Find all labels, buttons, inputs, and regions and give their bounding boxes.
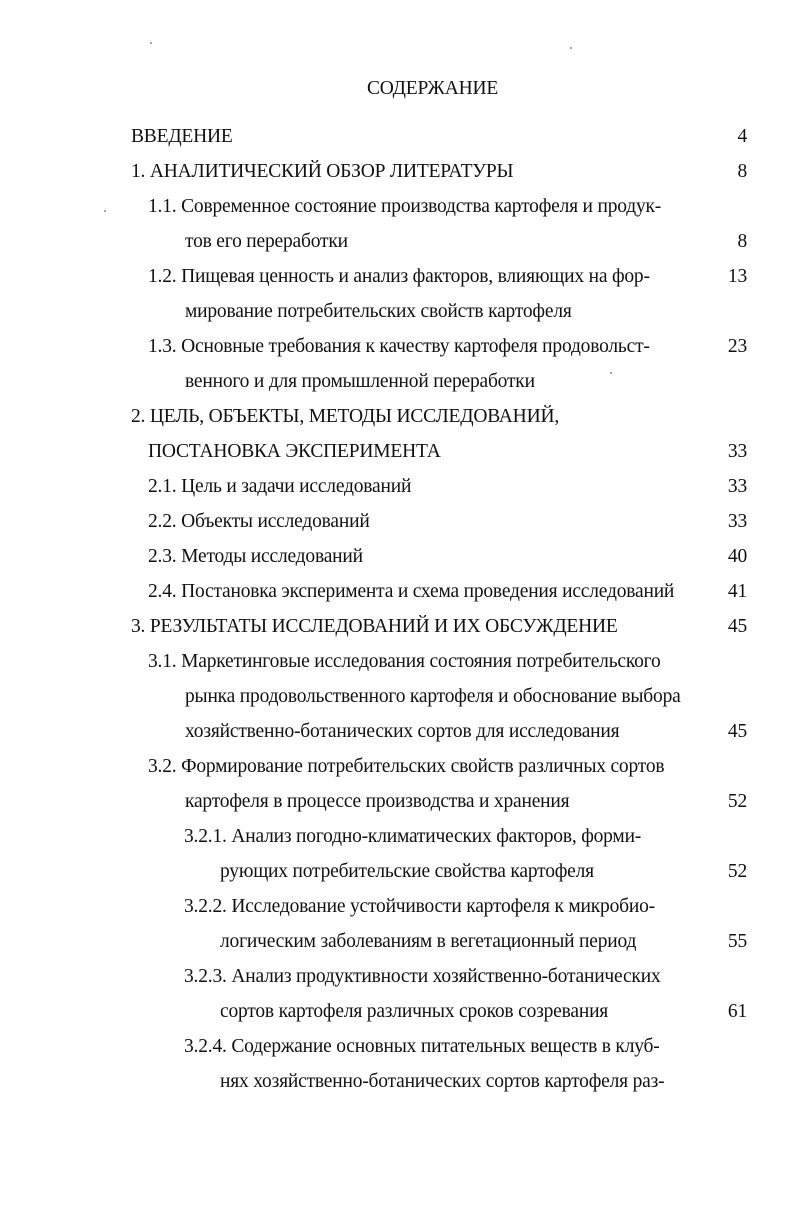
toc-entry-2-2: 2.2. Объекты исследований (148, 511, 370, 532)
toc-entry-3-2-2-cont: логическим заболеваниям в вегетационный период (220, 931, 637, 952)
toc-page-number: 13 (727, 266, 747, 287)
toc-page-number: 4 (737, 126, 747, 147)
toc-entry-3-2-4: 3.2.4. Содержание основных питательных веществ в клуб- (184, 1036, 660, 1057)
toc-page-number: 61 (727, 1001, 747, 1022)
scan-speck (570, 47, 572, 49)
toc-entry-1-1: 1.1. Современное состояние производства картофеля и продук- (148, 196, 662, 217)
toc-entry-3-2-4-cont: нях хозяйственно-ботанических сортов картофеля раз- (220, 1071, 665, 1092)
toc-page-number: 41 (727, 581, 747, 602)
toc-entry-1-3-cont: венного и для промышленной переработки (185, 371, 535, 392)
toc-entry-1-3: 1.3. Основные требования к качеству картофеля продовольст- (148, 336, 650, 357)
toc-page-number: 45 (727, 616, 747, 637)
toc-entry-chapter-2: 2. ЦЕЛЬ, ОБЪЕКТЫ, МЕТОДЫ ИССЛЕДОВАНИЙ, (131, 406, 560, 427)
toc-entry-3-2-3-cont: сортов картофеля различных сроков созревания (220, 1001, 609, 1022)
toc-entry-3-1-cont: рынка продовольственного картофеля и обоснование выбора (185, 686, 681, 707)
toc-page-number: 33 (727, 476, 747, 497)
toc-page-number: 23 (727, 336, 747, 357)
toc-entry-3-2-1: 3.2.1. Анализ погодно-климатических факторов, форми- (184, 826, 642, 847)
toc-page-number: 45 (727, 721, 747, 742)
toc-entry-3-2-2: 3.2.2. Исследование устойчивости картофеля к микробио- (184, 896, 655, 917)
scan-speck (610, 372, 612, 374)
toc-page-number: 33 (727, 511, 747, 532)
toc-entry-1-1-cont: тов его переработки (185, 231, 348, 252)
toc-title: СОДЕРЖАНИЕ (366, 78, 499, 99)
scan-speck (104, 210, 106, 212)
toc-entry-chapter-3: 3. РЕЗУЛЬТАТЫ ИССЛЕДОВАНИЙ И ИХ ОБСУЖДЕНИЕ (131, 616, 618, 637)
toc-entry-2-3: 2.3. Методы исследований (148, 546, 363, 567)
toc-entry-introduction: ВВЕДЕНИЕ (131, 126, 233, 147)
toc-page-number: 52 (727, 791, 747, 812)
toc-page-number: 40 (727, 546, 747, 567)
toc-entry-3-1-cont2: хозяйственно-ботанических сортов для исследования (185, 721, 620, 742)
toc-page-number: 55 (727, 931, 747, 952)
toc-entry-2-4: 2.4. Постановка эксперимента и схема проведения исследований (148, 581, 675, 602)
toc-entry-1-2-cont: мирование потребительских свойств картофеля (185, 301, 572, 322)
toc-entry-3-1: 3.1. Маркетинговые исследования состояния потребительского (148, 651, 661, 672)
toc-entry-3-2-cont: картофеля в процессе производства и хранения (185, 791, 570, 812)
toc-entry-3-2-1-cont: рующих потребительские свойства картофеля (220, 861, 594, 882)
toc-entry-2-1: 2.1. Цель и задачи исследований (148, 476, 412, 497)
toc-entry-1-2: 1.2. Пищевая ценность и анализ факторов, влияющих на фор- (148, 266, 650, 287)
toc-entry-3-2: 3.2. Формирование потребительских свойств различных сортов (148, 756, 665, 777)
toc-entry-3-2-3: 3.2.3. Анализ продуктивности хозяйственно-ботанических (184, 966, 661, 987)
toc-page-number: 8 (737, 231, 747, 252)
toc-page-number: 52 (727, 861, 747, 882)
toc-page-number: 8 (737, 161, 747, 182)
scan-speck (150, 42, 152, 44)
toc-entry-chapter-1: 1. АНАЛИТИЧЕСКИЙ ОБЗОР ЛИТЕРАТУРЫ (131, 161, 514, 182)
toc-entry-chapter-2-cont: ПОСТАНОВКА ЭКСПЕРИМЕНТА (148, 441, 441, 462)
toc-page-number: 33 (727, 441, 747, 462)
